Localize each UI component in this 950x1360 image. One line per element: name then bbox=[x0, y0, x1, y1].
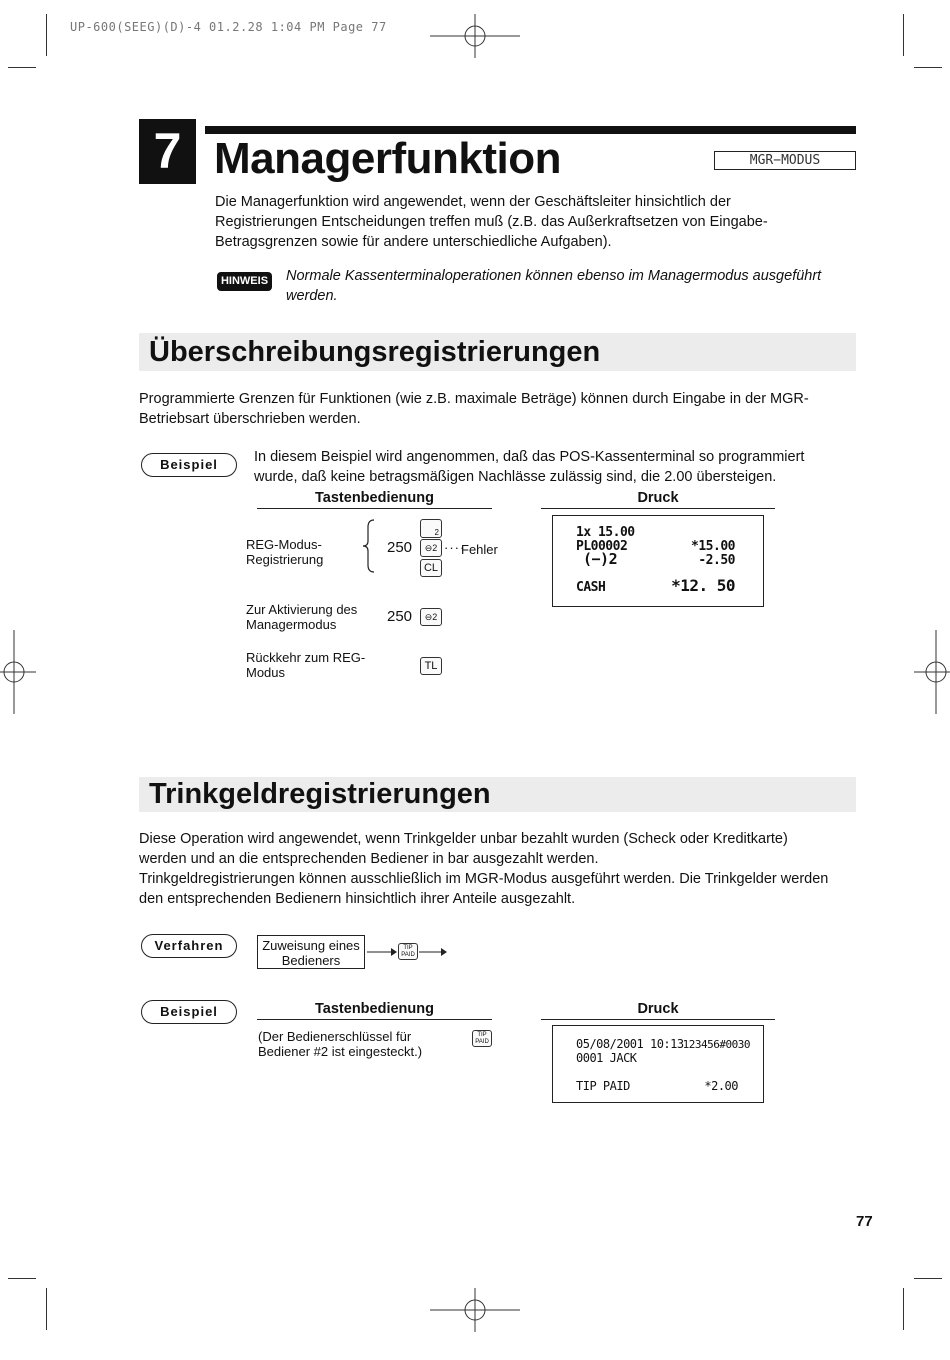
key-operation-header: Tastenbedienung bbox=[257, 488, 492, 509]
print-header: Druck bbox=[541, 999, 775, 1020]
amount: 250 bbox=[387, 539, 413, 556]
arrow-right-icon bbox=[419, 946, 447, 958]
section-body: Diese Operation wird angewendet, wenn Trinkgelder unbar bezahlt wurden (Scheck oder Kreditkarte) werden und an die entsprechenden Bediener in bar ausgezahlt werden. Trinkgeldregistrierungen können ausschließlich im MGR-Modus ausgeführt werden. Die Trinkgelder werden den entsprechenden Bedienern hinsichtlich ihrer Anteile ausgezahlt. bbox=[139, 831, 829, 907]
registration-mark-icon bbox=[430, 1288, 520, 1332]
page-title: Managerfunktion bbox=[214, 134, 561, 183]
print-header: UP-600(SEEG)(D)-4 01.2.28 1:04 PM Page 77 bbox=[70, 20, 387, 34]
amount: 250 bbox=[387, 608, 413, 625]
section-heading: Trinkgeldregistrierungen bbox=[139, 777, 856, 812]
tip-paid-key: TIP PAID bbox=[398, 943, 418, 960]
error-label: Fehler bbox=[461, 542, 498, 557]
mode-label: MGR−MODUS bbox=[714, 151, 856, 170]
arrow-right-icon bbox=[367, 946, 397, 958]
tip-paid-key: TIP PAID bbox=[472, 1030, 492, 1047]
registration-mark-icon bbox=[914, 630, 950, 714]
example-text: In diesem Beispiel wird angenommen, daß das POS-Kassenterminal so programmiert wurde, daß keine betragsmäßigen Nachlässe zulässig sind, die 2.00 übersteigen. bbox=[254, 449, 805, 485]
dotted-leader: ···· bbox=[444, 540, 466, 555]
total-key: TL bbox=[420, 657, 442, 675]
step-label: Zur Aktivierung des Managermodus bbox=[246, 602, 358, 632]
step-label: Rückkehr zum REG- Modus bbox=[246, 650, 366, 680]
note-badge: HINWEIS bbox=[217, 272, 272, 291]
chapter-intro: Die Managerfunktion wird angewendet, wenn der Geschäftsleiter hinsichtlich der Registrierungen Entscheidungen treffen muß (z.B. das Außerkraftsetzen von Eingabe- Betragsgrenzen sowie für andere unterschiedliche Aufgaben). bbox=[215, 194, 768, 250]
step-label: REG-Modus- Registrierung bbox=[246, 537, 324, 567]
example-label: Beispiel bbox=[141, 453, 237, 477]
note-text: Normale Kassenterminaloperationen können ebenso im Managermodus ausgeführt werden. bbox=[286, 268, 822, 304]
example-label: Beispiel bbox=[141, 1000, 237, 1024]
procedure-step-box: Zuweisung eines Bedieners bbox=[257, 935, 365, 969]
registration-mark-icon bbox=[0, 630, 36, 714]
department-key: 2 bbox=[420, 519, 442, 538]
key-operation-header: Tastenbedienung bbox=[257, 999, 492, 1020]
chapter-number: 7 bbox=[139, 119, 196, 184]
example-note: (Der Bedienerschlüssel für Bediener #2 ist eingesteckt.) bbox=[258, 1029, 423, 1059]
section-body: Programmierte Grenzen für Funktionen (wie z.B. maximale Beträge) können durch Eingabe in der MGR- Betriebsart überschrieben werden. bbox=[139, 391, 809, 427]
brace-icon bbox=[362, 519, 376, 573]
discount-key: ⊖2 bbox=[420, 539, 442, 557]
registration-mark-icon bbox=[430, 14, 520, 58]
procedure-label: Verfahren bbox=[141, 934, 237, 958]
discount-key: ⊖2 bbox=[420, 608, 442, 626]
print-header: Druck bbox=[541, 488, 775, 509]
receipt: 05/08/2001 10:13 123456#0030 0001 JACK TIP PAID *2.00 bbox=[552, 1025, 764, 1103]
page-number: 77 bbox=[856, 1213, 873, 1230]
clear-key: CL bbox=[420, 559, 442, 577]
receipt: 1x 15.00 PL00002 *15.00 (−)2 -2.50 CASH *12. 50 bbox=[552, 515, 764, 607]
section-heading: Überschreibungsregistrierungen bbox=[139, 333, 856, 371]
